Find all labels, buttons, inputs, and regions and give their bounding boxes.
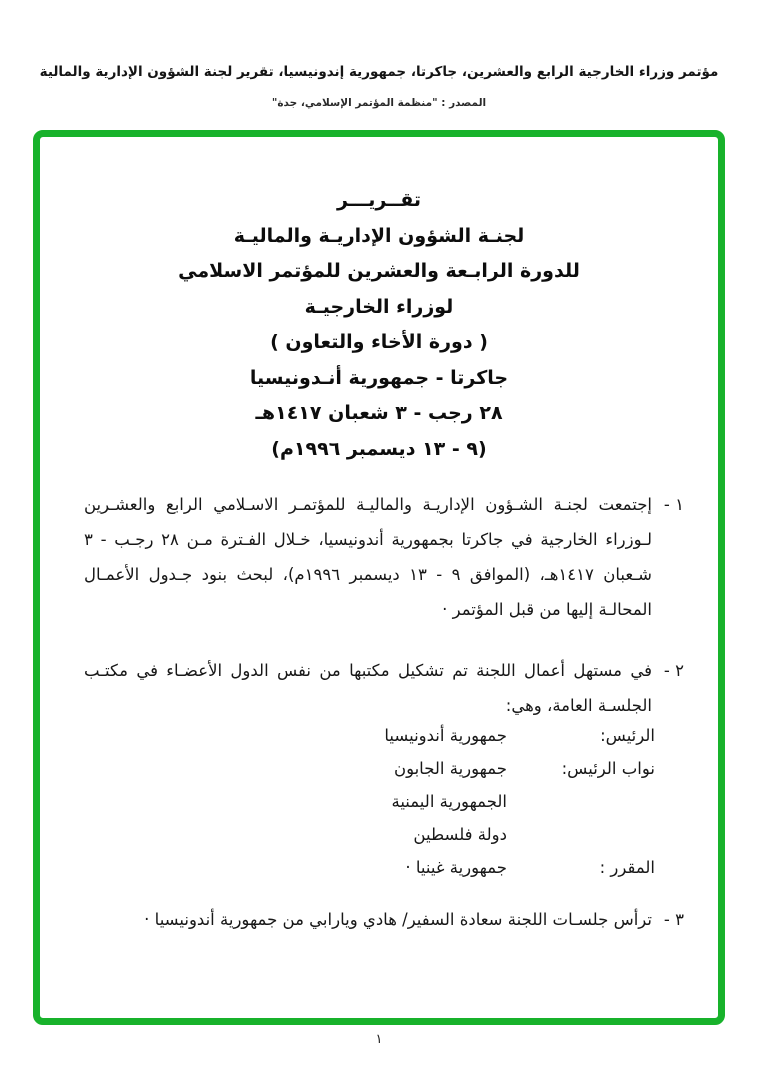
title-line-session: للدورة الرابـعة والعشرين للمؤتمر الاسلامي [178, 260, 580, 282]
paragraph-3-text: ترأس جلسـات اللجنة سعادة السفير/ هادي ويارابي من جمهورية أندونيسيا · [144, 910, 652, 929]
paragraph-2-number: ٢ - [663, 661, 684, 680]
paragraph-1 [84, 487, 684, 627]
document-source-line: المصدر : "منظمة المؤتمر الإسلامي، جدة" [271, 97, 487, 109]
bureau-row-rapporteur [225, 851, 655, 884]
document-header-title: مؤتمر وزراء الخارجية الرابع والعشرين، جاكرتا، جمهورية إندونيسيا، تقرير لجنة الشؤون الإدارية والمالية [39, 64, 719, 80]
bureau-row-chairman [225, 719, 655, 752]
paragraph-2-text: في مستهل أعمال اللجنة تم تشكيل مكتبها من نفس الدول الأعضـاء في مكتـب الجلسـة العامة، وهي: [84, 661, 652, 715]
title-line-committee: لجنـة الشؤون الإداريـة والماليـة [233, 224, 525, 247]
title-line-ministers: لوزراء الخارجيـة [304, 295, 454, 318]
title-line-hijri-date: ٢٨ رجب - ٣ شعبان ١٤١٧هـ [255, 402, 503, 424]
bureau-label: المقرر : [599, 858, 655, 877]
bureau-row-palestine [225, 818, 655, 851]
bureau-value: الجمهورية اليمنية [391, 792, 507, 811]
paragraph-3 [84, 902, 684, 937]
bureau-value: جمهورية غينيا · [405, 858, 507, 877]
bureau-value: جمهورية أندونيسيا [384, 726, 507, 745]
paragraph-1-number: ١ - [663, 495, 684, 514]
title-line-report: تقــريـــر [336, 189, 422, 211]
paragraph-2 [84, 653, 684, 723]
bureau-label: الرئيس: [600, 726, 655, 745]
bureau-row-vice-chairmen [225, 752, 655, 785]
report-title-block [40, 183, 718, 467]
green-border-frame [33, 130, 725, 1025]
paragraph-3-number: ٣ - [663, 910, 684, 929]
page-number: ١ [375, 1032, 383, 1047]
bureau-composition-list [225, 719, 655, 884]
paragraph-1-text: إجتمعت لجنـة الشـؤون الإداريـة والماليـة للمؤتمـر الاسـلامي الرابع والعشـرين لـوزراء الخارجية في جاكرتا بجمهورية أندونيسيا، خـلال الفـترة مـن ٢٨ رجـب - ٣ شـعبان ١٤١٧هـ، (الموافق ٩ - ١٣ ديسمبر ١٩٩٦م)، لبحث بنود جـدول الأعمـال المحالـة إليها من قبل المؤتمر · [84, 495, 652, 619]
bureau-value: دولة فلسطين [413, 825, 507, 844]
bureau-value: جمهورية الجابون [393, 759, 507, 778]
bureau-label: نواب الرئيس: [561, 759, 655, 778]
title-line-session-name: ( دورة الأخاء والتعاون ) [270, 331, 488, 353]
bureau-row-yemen [225, 785, 655, 818]
title-line-gregorian-date: (٩ - ١٣ ديسمبر ١٩٩٦م) [271, 437, 487, 460]
title-line-location: جاكرتا - جمهورية أنـدونيسيا [249, 366, 509, 389]
